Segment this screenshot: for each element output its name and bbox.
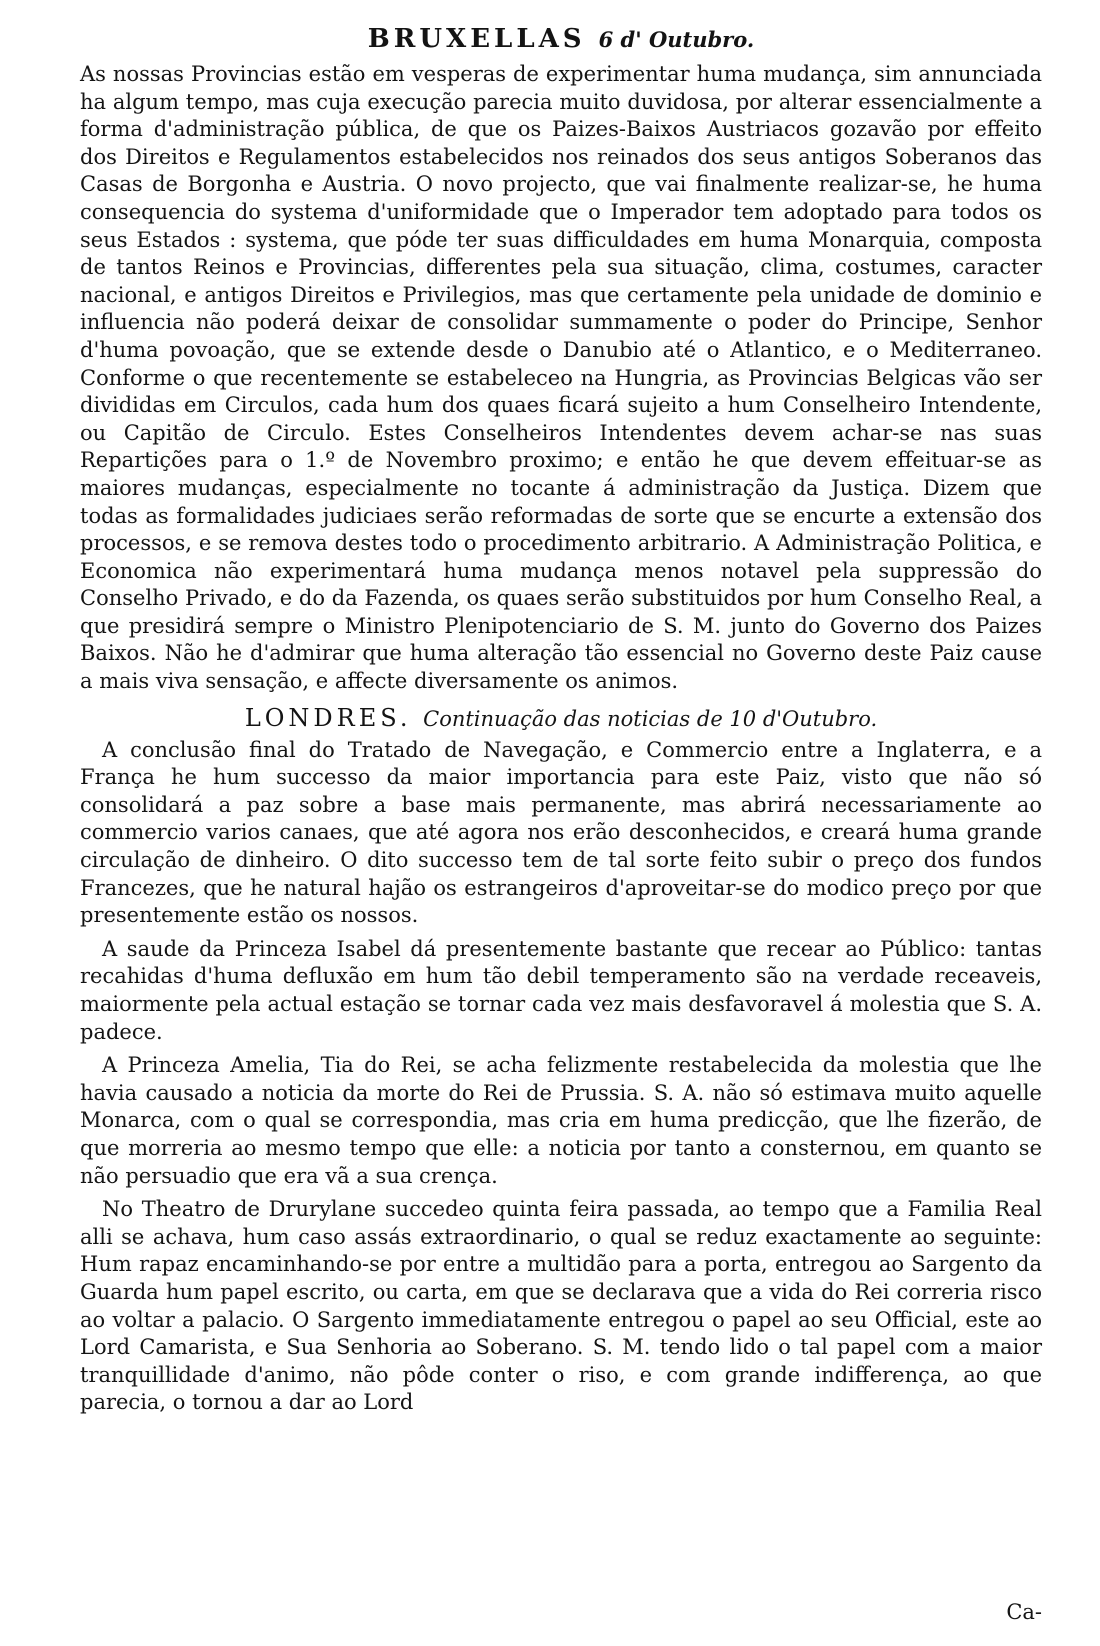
city-name: BRUXELLAS — [367, 24, 586, 54]
section-subtitle: Continuação das noticias de 10 d'Outubro. — [423, 706, 878, 731]
article-paragraph: A conclusão final do Tratado de Navegação, e Commercio entre a Inglaterra, e a França he hum successo da maior importancia para este Paiz, visto que não só consolidará a paz sobre a base mais permanente, mas abrirá necessariamente ao commercio varios canaes, que até agora nos erão desconhecidos, e creará huma grande circulação de dinheiro. O dito successo tem de tal sorte feito subir o preço dos fundos Francezes, que he natural hajão os estrangeiros d'aproveitar-se do modico preço por que presentemente estão os nossos. — [80, 737, 1042, 928]
article-paragraph: A Princeza Amelia, Tia do Rei, se acha felizmente restabelecida da molestia que lhe havia causado a noticia da morte do Rei de Prussia. S. A. não só estimava muito aquelle Monarca, com o qual se correspondia, mas cria em huma predicção, que lhe fizerão, de que morreria ao mesmo tempo que elle: a noticia por tanto a consternou, em quanto se não persuadio que era vã a sua crença. — [80, 1053, 1042, 1188]
article-paragraph: A saude da Princeza Isabel dá presentemente bastante que recear ao Público: tantas recahidas d'huma defluxão em hum tão debil temperamento são na verdade receaveis, maiormente pela actual estação se tornar cada vez mais desfavoravel á molestia que S. A. padece. — [80, 936, 1042, 1044]
dateline: 6 d' Outubro. — [598, 27, 755, 52]
catchword: Ca- — [1006, 1600, 1042, 1624]
city-name: LONDRES. — [244, 703, 412, 732]
article-paragraph: No Theatro de Drurylane succedeo quinta feira passada, ao tempo que a Familia Real alli se achava, hum caso assás extraordinario, o qual se reduz exactamente ao seguinte: Hum rapaz encaminhando-se por entre a multidão para a porta, entregou ao Sargento da Guarda hum papel escrito, ou carta, em que se declarava que a vida do Rei correria risco ao voltar a palacio. O Sargento immediatamente entregou o papel ao seu Official, este ao Lord Camarista, e Sua Senhoria ao Soberano. S. M. tendo lido o tal papel com a maior tranquillidade d'animo, não pôde conter o riso, e com grande indifferença, ao que parecia, o tornou a dar ao Lord — [80, 1197, 1042, 1415]
section-heading-bruxellas — [80, 22, 1042, 57]
section-heading-londres — [80, 702, 1042, 735]
article-paragraph: As nossas Provincias estão em vesperas de experimentar huma mudança, sim annunciada ha algum tempo, mas cuja execução parecia muito duvidosa, por alterar essencialmente a forma d'administração pública, de que os Paizes-Baixos Austriacos gozavão por effeito dos Direitos e Regulamentos estabelecidos nos reinados dos seus antigos Soberanos das Casas de Borgonha e Austria. O novo projecto, que vai finalmente realizar-se, he huma consequencia do systema d'uniformidade que o Imperador tem adoptado para todos os seus Estados : systema, que póde ter suas difficuldades em huma Monarquia, composta de tantos Reinos e Provincias, differentes pela sua situação, clima, costumes, caracter nacional, e antigos Direitos e Privilegios, mas que certamente pela unidade de dominio e influencia não poderá deixar de consolidar summamente o poder do Principe, Senhor d'huma povoação, que se extende desde o Danubio até o Atlantico, e o Mediterraneo. Conforme o que recentemente se estabeleceo na Hungria, as Provincias Belgicas vão ser divididas em Circulos, cada hum dos quaes ficará sujeito a hum Conselheiro Intendente, ou Capitão de Circulo. Estes Conselheiros Intendentes devem achar-se nas suas Repartições para o 1.º de Novembro proximo; e então he que devem effeituar-se as maiores mudanças, especialmente no tocante á administração da Justiça. Dizem que todas as formalidades judiciaes serão reformadas de sorte que se encurte a extensão dos processos, e se remova destes todo o procedimento arbitrario. A Administração Politica, e Economica não experimentará huma mudança menos notavel pela suppressão do Conselho Privado, e do da Fazenda, os quaes serão substituidos por hum Conselho Real, a que presidirá sempre o Ministro Plenipotenciario de S. M. junto do Governo dos Paizes Baixos. Não he d'admirar que huma alteração tão essencial no Governo deste Paiz cause a mais viva sensação, e affecte diversamente os animos. — [80, 62, 1042, 694]
